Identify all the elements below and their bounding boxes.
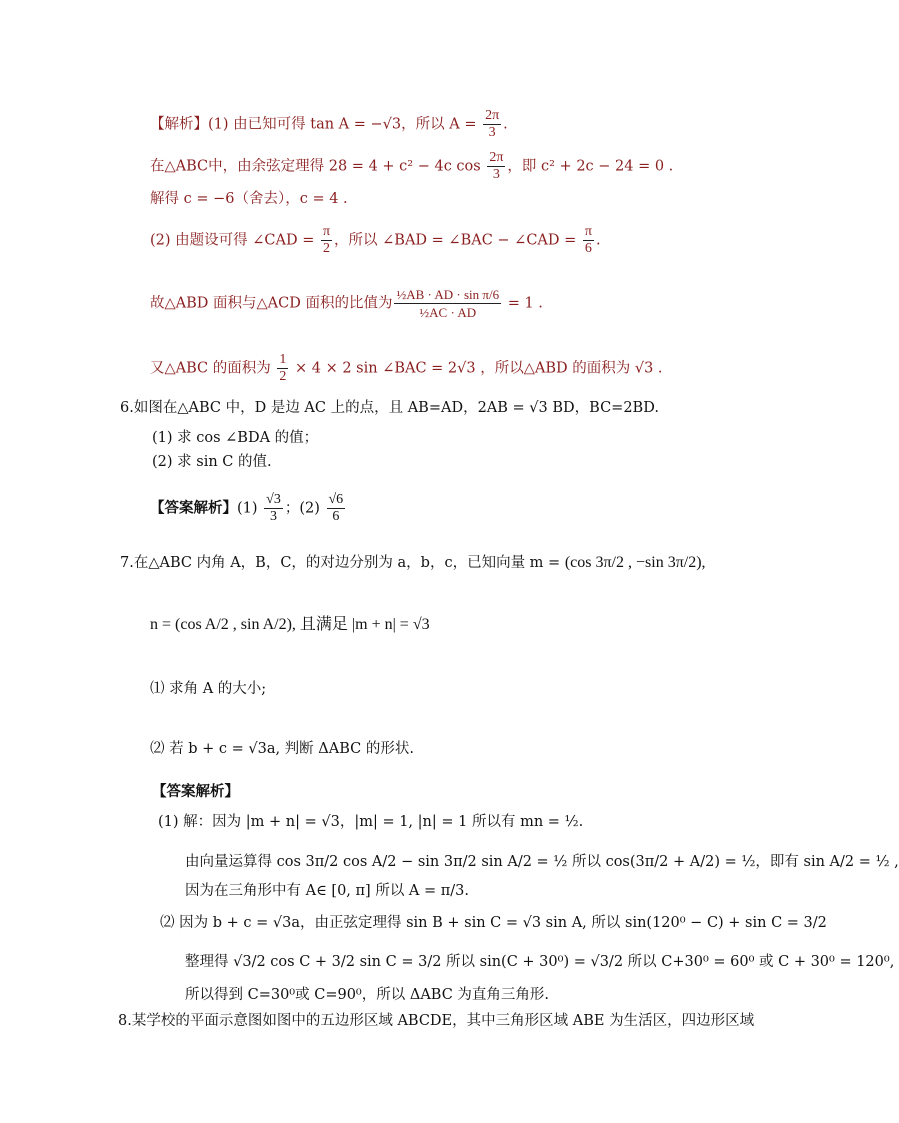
q7-step3: 因为在三角形中有 A∈ [0, π] 所以 A = π/3.: [185, 883, 470, 899]
q6-stem: 6.如图在△ABC 中，D 是边 AC 上的点，且 AB=AD，2AB = √3 BD，BC=2BD.: [120, 400, 659, 416]
sol5-line4: (2) 由题设可得 ∠CAD = $\frac{\pi}{2}$ ，所以 ∠BAD = ∠BAC − ∠CAD = $\frac{\pi}{6}$ .: [150, 224, 601, 256]
answer-tag: 【答案解析】: [150, 499, 237, 517]
q7-answer-tag: 【答案解析】: [152, 783, 239, 800]
q7-step5: 整理得 √3/2 cos C + 3/2 sin C = 3/2 所以 sin(C + 30⁰) = √3/2 所以 C+30⁰ = 60⁰ 或 C + 30⁰ = 120⁰,: [185, 954, 895, 970]
q7-step6: 所以得到 C=30⁰或 C=90⁰，所以 ΔABC 为直角三角形.: [185, 987, 550, 1003]
fraction: $\frac{1}{2}$: [279, 352, 287, 384]
answer-fraction-2: $\frac{√6}{6}$: [328, 492, 344, 524]
sol5-line6: 又△ABC 的面积为 $\frac{1}{2}$ × 4 × 2 sin ∠BAC = 2√3 ，所以△ABD 的面积为 √3 .: [150, 352, 663, 384]
fraction: $\frac{\pi}{2}$: [322, 224, 331, 256]
q7-step1: (1) 解：因为 |m + n| = √3，|m| = 1, |n| = 1 所以有 mn = ½.: [158, 814, 584, 830]
fraction: $\frac{\pi}{6}$: [584, 224, 592, 256]
fraction: $\frac{2\pi}{3}$: [489, 150, 504, 182]
q7-sub2: ⑵ 若 b + c = √3a, 判断 ΔABC 的形状.: [150, 741, 414, 757]
q8-stem: 8.某学校的平面示意图如图中的五边形区域 ABCDE，其中三角形区域 ABE 为生活区，四边形区域: [118, 1013, 755, 1029]
sol5-line5: 故△ABD 面积与△ACD 面积的比值为 $\frac{\text{½AB · AD · sin π/6}}{\text{½AC · AD}}$ = 1 .: [150, 287, 543, 320]
vector-m: (cos 3π/2 , −sin 3π/2),: [564, 554, 706, 571]
fraction: $\frac{2\pi}{3}$: [485, 108, 500, 140]
q7-step2: 由向量运算得 cos 3π/2 cos A/2 − sin 3π/2 sin A/2 = ½ 所以 cos(3π/2 + A/2) = ½，即有 sin A/2 = ½ ,: [185, 854, 899, 870]
sol5-line2: 在△ABC中，由余弦定理得 28 = 4 + c² − 4c cos $\frac{2\pi}{3}$ ，即 c² + 2c − 24 = 0 .: [150, 150, 674, 182]
q6-sub1: (1) 求 cos ∠BDA 的值；: [152, 430, 319, 446]
q7-n-vector: n = (cos A/2 , sin A/2), 且满足 |m + n| = √3: [150, 616, 430, 633]
answer-fraction-1: $\frac{√3}{3}$: [266, 492, 281, 524]
area-ratio-fraction: $\frac{\text{½AB · AD · sin π/6}}{\text{½AC · AD}}$: [396, 287, 500, 320]
q6-sub2: (2) 求 sin C 的值.: [152, 454, 272, 470]
sol5-line3: 解得 c = −6（舍去），c = 4 .: [150, 191, 348, 207]
sol5-line1: 【解析】(1) 由已知可得 tan A = −√3，所以 A = $\frac{2\pi}{3}$ .: [150, 108, 508, 140]
q7-step4: ⑵ 因为 b + c = √3a，由正弦定理得 sin B + sin C = √3 sin A, 所以 sin(120⁰ − C) + sin C = 3/2: [160, 915, 827, 931]
analysis-tag: 【解析】: [150, 116, 208, 133]
q6-answer: 【答案解析】(1) $\frac{√3}{3}$ ；(2) $\frac{√6}{6}$: [150, 492, 344, 524]
q7-sub1: ⑴ 求角 A 的大小;: [150, 681, 267, 697]
q7-stem: 7.在△ABC 内角 A，B，C，的对边分别为 a，b，c，已知向量 m = (cos 3π/2 , −sin 3π/2),: [120, 554, 706, 571]
